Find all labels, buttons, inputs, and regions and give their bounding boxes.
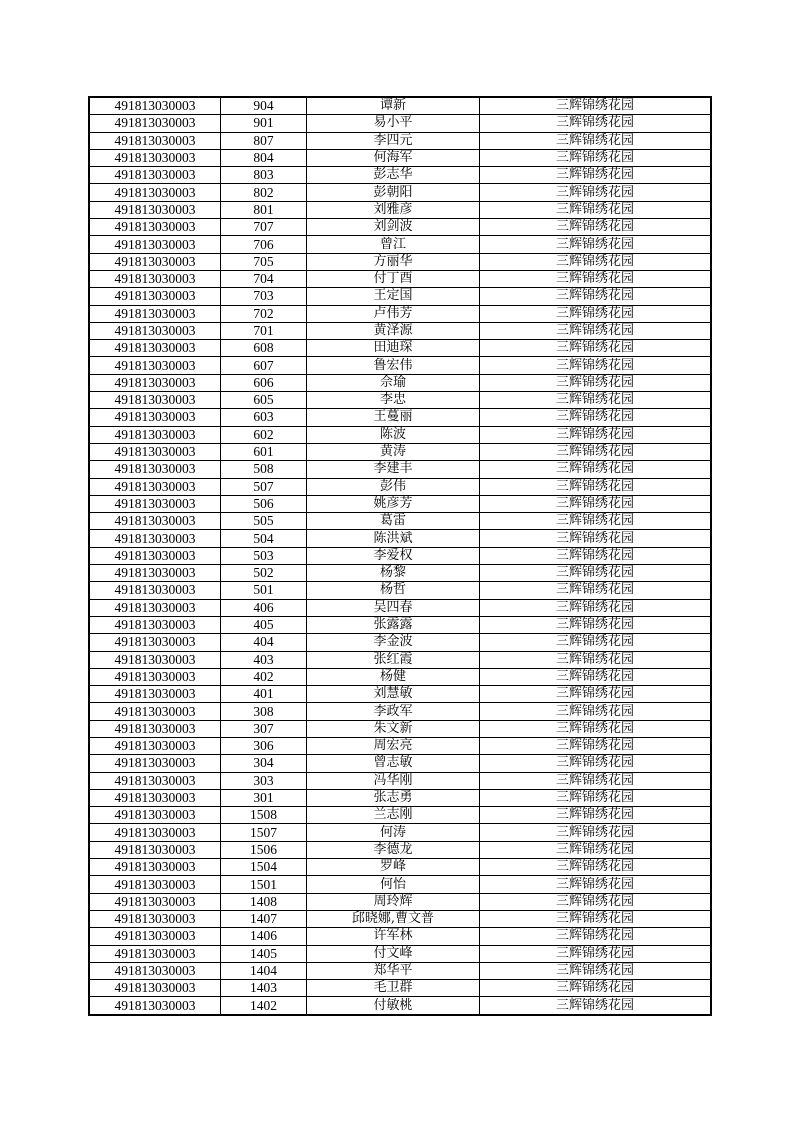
- room-cell: 803: [221, 167, 307, 184]
- code-cell: 491813030003: [89, 945, 221, 962]
- table-row: [89, 305, 711, 322]
- room-cell: 303: [221, 772, 307, 789]
- table-row: [89, 910, 711, 927]
- community-cell: 三辉锦绣花园: [480, 115, 712, 132]
- table-row: [89, 409, 711, 426]
- room-cell: 603: [221, 409, 307, 426]
- resident-table: [88, 96, 712, 1016]
- community-cell: 三辉锦绣花园: [480, 97, 712, 115]
- community-cell: 三辉锦绣花园: [480, 270, 712, 287]
- table-row: [89, 807, 711, 824]
- community-cell: 三辉锦绣花园: [480, 997, 712, 1015]
- name-cell: 陈洪斌: [307, 530, 480, 547]
- code-cell: 491813030003: [89, 270, 221, 287]
- name-cell: 谭新: [307, 97, 480, 115]
- room-cell: 403: [221, 651, 307, 668]
- room-cell: 404: [221, 634, 307, 651]
- code-cell: 491813030003: [89, 201, 221, 218]
- code-cell: 491813030003: [89, 565, 221, 582]
- code-cell: 491813030003: [89, 184, 221, 201]
- table-row: [89, 426, 711, 443]
- room-cell: 1408: [221, 893, 307, 910]
- community-cell: 三辉锦绣花园: [480, 737, 712, 754]
- code-cell: 491813030003: [89, 928, 221, 945]
- table-row: [89, 322, 711, 339]
- community-cell: 三辉锦绣花园: [480, 288, 712, 305]
- name-cell: 葛雷: [307, 513, 480, 530]
- code-cell: 491813030003: [89, 789, 221, 806]
- table-row: [89, 876, 711, 893]
- name-cell: 曾志敏: [307, 755, 480, 772]
- code-cell: 491813030003: [89, 322, 221, 339]
- name-cell: 何怡: [307, 876, 480, 893]
- room-cell: 308: [221, 703, 307, 720]
- community-cell: 三辉锦绣花园: [480, 928, 712, 945]
- community-cell: 三辉锦绣花园: [480, 513, 712, 530]
- community-cell: 三辉锦绣花园: [480, 374, 712, 391]
- community-cell: 三辉锦绣花园: [480, 582, 712, 599]
- community-cell: 三辉锦绣花园: [480, 305, 712, 322]
- room-cell: 702: [221, 305, 307, 322]
- code-cell: 491813030003: [89, 288, 221, 305]
- name-cell: 朱文新: [307, 720, 480, 737]
- code-cell: 491813030003: [89, 219, 221, 236]
- name-cell: 彭伟: [307, 478, 480, 495]
- table-row: [89, 668, 711, 685]
- code-cell: 491813030003: [89, 374, 221, 391]
- room-cell: 706: [221, 236, 307, 253]
- room-cell: 705: [221, 253, 307, 270]
- code-cell: 491813030003: [89, 876, 221, 893]
- community-cell: 三辉锦绣花园: [480, 443, 712, 460]
- name-cell: 李建丰: [307, 461, 480, 478]
- table-row: [89, 582, 711, 599]
- code-cell: 491813030003: [89, 910, 221, 927]
- community-cell: 三辉锦绣花园: [480, 789, 712, 806]
- community-cell: 三辉锦绣花园: [480, 236, 712, 253]
- name-cell: 周宏亮: [307, 737, 480, 754]
- name-cell: 邱晓娜,曹文普: [307, 910, 480, 927]
- room-cell: 901: [221, 115, 307, 132]
- table-row: [89, 616, 711, 633]
- code-cell: 491813030003: [89, 582, 221, 599]
- community-cell: 三辉锦绣花园: [480, 686, 712, 703]
- name-cell: 鲁宏伟: [307, 357, 480, 374]
- community-cell: 三辉锦绣花园: [480, 167, 712, 184]
- room-cell: 608: [221, 340, 307, 357]
- table-row: [89, 530, 711, 547]
- table-row: [89, 824, 711, 841]
- table-row: [89, 893, 711, 910]
- table-row: [89, 149, 711, 166]
- room-cell: 406: [221, 599, 307, 616]
- room-cell: 707: [221, 219, 307, 236]
- code-cell: 491813030003: [89, 824, 221, 841]
- code-cell: 491813030003: [89, 253, 221, 270]
- community-cell: 三辉锦绣花园: [480, 945, 712, 962]
- room-cell: 506: [221, 495, 307, 512]
- table-row: [89, 253, 711, 270]
- resident-table-body: [89, 97, 711, 1015]
- document-page: [88, 96, 705, 1016]
- room-cell: 402: [221, 668, 307, 685]
- room-cell: 503: [221, 547, 307, 564]
- community-cell: 三辉锦绣花园: [480, 720, 712, 737]
- community-cell: 三辉锦绣花园: [480, 201, 712, 218]
- room-cell: 401: [221, 686, 307, 703]
- code-cell: 491813030003: [89, 115, 221, 132]
- name-cell: 王蔓丽: [307, 409, 480, 426]
- table-row: [89, 789, 711, 806]
- code-cell: 491813030003: [89, 530, 221, 547]
- code-cell: 491813030003: [89, 357, 221, 374]
- code-cell: 491813030003: [89, 426, 221, 443]
- code-cell: 491813030003: [89, 651, 221, 668]
- table-row: [89, 167, 711, 184]
- room-cell: 1404: [221, 962, 307, 979]
- community-cell: 三辉锦绣花园: [480, 703, 712, 720]
- community-cell: 三辉锦绣花园: [480, 824, 712, 841]
- table-row: [89, 962, 711, 979]
- table-row: [89, 737, 711, 754]
- community-cell: 三辉锦绣花园: [480, 322, 712, 339]
- name-cell: 刘雅彦: [307, 201, 480, 218]
- table-row: [89, 703, 711, 720]
- room-cell: 1407: [221, 910, 307, 927]
- name-cell: 兰志刚: [307, 807, 480, 824]
- name-cell: 王定国: [307, 288, 480, 305]
- community-cell: 三辉锦绣花园: [480, 807, 712, 824]
- community-cell: 三辉锦绣花园: [480, 426, 712, 443]
- name-cell: 冯华刚: [307, 772, 480, 789]
- community-cell: 三辉锦绣花园: [480, 392, 712, 409]
- table-row: [89, 184, 711, 201]
- community-cell: 三辉锦绣花园: [480, 340, 712, 357]
- room-cell: 505: [221, 513, 307, 530]
- name-cell: 杨哲: [307, 582, 480, 599]
- community-cell: 三辉锦绣花园: [480, 565, 712, 582]
- room-cell: 1506: [221, 841, 307, 858]
- code-cell: 491813030003: [89, 686, 221, 703]
- code-cell: 491813030003: [89, 772, 221, 789]
- community-cell: 三辉锦绣花园: [480, 634, 712, 651]
- room-cell: 704: [221, 270, 307, 287]
- room-cell: 1405: [221, 945, 307, 962]
- room-cell: 502: [221, 565, 307, 582]
- community-cell: 三辉锦绣花园: [480, 530, 712, 547]
- room-cell: 701: [221, 322, 307, 339]
- name-cell: 李政军: [307, 703, 480, 720]
- table-row: [89, 461, 711, 478]
- room-cell: 703: [221, 288, 307, 305]
- name-cell: 杨黎: [307, 565, 480, 582]
- code-cell: 491813030003: [89, 616, 221, 633]
- room-cell: 1508: [221, 807, 307, 824]
- code-cell: 491813030003: [89, 703, 221, 720]
- name-cell: 黄泽源: [307, 322, 480, 339]
- room-cell: 1406: [221, 928, 307, 945]
- room-cell: 801: [221, 201, 307, 218]
- name-cell: 刘剑波: [307, 219, 480, 236]
- community-cell: 三辉锦绣花园: [480, 910, 712, 927]
- table-row: [89, 565, 711, 582]
- room-cell: 501: [221, 582, 307, 599]
- table-row: [89, 599, 711, 616]
- room-cell: 1402: [221, 997, 307, 1015]
- name-cell: 张露露: [307, 616, 480, 633]
- community-cell: 三辉锦绣花园: [480, 409, 712, 426]
- name-cell: 曾江: [307, 236, 480, 253]
- table-row: [89, 651, 711, 668]
- name-cell: 张红霞: [307, 651, 480, 668]
- room-cell: 405: [221, 616, 307, 633]
- name-cell: 李金波: [307, 634, 480, 651]
- room-cell: 307: [221, 720, 307, 737]
- code-cell: 491813030003: [89, 392, 221, 409]
- room-cell: 301: [221, 789, 307, 806]
- table-row: [89, 928, 711, 945]
- name-cell: 吴四春: [307, 599, 480, 616]
- table-row: [89, 859, 711, 876]
- name-cell: 周玲辉: [307, 893, 480, 910]
- table-row: [89, 495, 711, 512]
- room-cell: 601: [221, 443, 307, 460]
- community-cell: 三辉锦绣花园: [480, 132, 712, 149]
- community-cell: 三辉锦绣花园: [480, 184, 712, 201]
- code-cell: 491813030003: [89, 461, 221, 478]
- table-row: [89, 132, 711, 149]
- name-cell: 毛卫群: [307, 980, 480, 997]
- code-cell: 491813030003: [89, 980, 221, 997]
- table-row: [89, 392, 711, 409]
- community-cell: 三辉锦绣花园: [480, 495, 712, 512]
- code-cell: 491813030003: [89, 443, 221, 460]
- table-row: [89, 219, 711, 236]
- code-cell: 491813030003: [89, 668, 221, 685]
- name-cell: 易小平: [307, 115, 480, 132]
- table-row: [89, 288, 711, 305]
- community-cell: 三辉锦绣花园: [480, 357, 712, 374]
- room-cell: 807: [221, 132, 307, 149]
- code-cell: 491813030003: [89, 737, 221, 754]
- code-cell: 491813030003: [89, 599, 221, 616]
- name-cell: 李四元: [307, 132, 480, 149]
- code-cell: 491813030003: [89, 236, 221, 253]
- community-cell: 三辉锦绣花园: [480, 876, 712, 893]
- name-cell: 李德龙: [307, 841, 480, 858]
- name-cell: 付丁酉: [307, 270, 480, 287]
- name-cell: 杨健: [307, 668, 480, 685]
- room-cell: 508: [221, 461, 307, 478]
- table-row: [89, 997, 711, 1015]
- table-row: [89, 547, 711, 564]
- code-cell: 491813030003: [89, 859, 221, 876]
- name-cell: 方丽华: [307, 253, 480, 270]
- code-cell: 491813030003: [89, 962, 221, 979]
- name-cell: 罗峰: [307, 859, 480, 876]
- table-row: [89, 97, 711, 115]
- code-cell: 491813030003: [89, 547, 221, 564]
- code-cell: 491813030003: [89, 305, 221, 322]
- room-cell: 802: [221, 184, 307, 201]
- name-cell: 刘慧敏: [307, 686, 480, 703]
- room-cell: 1507: [221, 824, 307, 841]
- community-cell: 三辉锦绣花园: [480, 893, 712, 910]
- table-row: [89, 980, 711, 997]
- community-cell: 三辉锦绣花园: [480, 772, 712, 789]
- community-cell: 三辉锦绣花园: [480, 841, 712, 858]
- table-row: [89, 772, 711, 789]
- name-cell: 何海军: [307, 149, 480, 166]
- table-row: [89, 513, 711, 530]
- code-cell: 491813030003: [89, 807, 221, 824]
- community-cell: 三辉锦绣花园: [480, 478, 712, 495]
- name-cell: 付文峰: [307, 945, 480, 962]
- code-cell: 491813030003: [89, 409, 221, 426]
- community-cell: 三辉锦绣花园: [480, 859, 712, 876]
- room-cell: 607: [221, 357, 307, 374]
- code-cell: 491813030003: [89, 634, 221, 651]
- table-row: [89, 478, 711, 495]
- code-cell: 491813030003: [89, 893, 221, 910]
- name-cell: 黄涛: [307, 443, 480, 460]
- code-cell: 491813030003: [89, 478, 221, 495]
- community-cell: 三辉锦绣花园: [480, 219, 712, 236]
- name-cell: 姚彦芳: [307, 495, 480, 512]
- code-cell: 491813030003: [89, 755, 221, 772]
- name-cell: 张志勇: [307, 789, 480, 806]
- room-cell: 504: [221, 530, 307, 547]
- community-cell: 三辉锦绣花园: [480, 980, 712, 997]
- room-cell: 602: [221, 426, 307, 443]
- code-cell: 491813030003: [89, 841, 221, 858]
- table-row: [89, 357, 711, 374]
- code-cell: 491813030003: [89, 997, 221, 1015]
- community-cell: 三辉锦绣花园: [480, 651, 712, 668]
- table-row: [89, 236, 711, 253]
- name-cell: 田迪琛: [307, 340, 480, 357]
- community-cell: 三辉锦绣花园: [480, 461, 712, 478]
- name-cell: 何涛: [307, 824, 480, 841]
- name-cell: 佘瑜: [307, 374, 480, 391]
- room-cell: 804: [221, 149, 307, 166]
- table-row: [89, 443, 711, 460]
- room-cell: 1403: [221, 980, 307, 997]
- room-cell: 605: [221, 392, 307, 409]
- community-cell: 三辉锦绣花园: [480, 616, 712, 633]
- code-cell: 491813030003: [89, 513, 221, 530]
- room-cell: 304: [221, 755, 307, 772]
- table-row: [89, 945, 711, 962]
- table-row: [89, 755, 711, 772]
- code-cell: 491813030003: [89, 97, 221, 115]
- community-cell: 三辉锦绣花园: [480, 547, 712, 564]
- table-row: [89, 686, 711, 703]
- room-cell: 904: [221, 97, 307, 115]
- room-cell: 507: [221, 478, 307, 495]
- community-cell: 三辉锦绣花园: [480, 599, 712, 616]
- table-row: [89, 841, 711, 858]
- name-cell: 陈波: [307, 426, 480, 443]
- table-row: [89, 201, 711, 218]
- code-cell: 491813030003: [89, 340, 221, 357]
- community-cell: 三辉锦绣花园: [480, 962, 712, 979]
- name-cell: 郑华平: [307, 962, 480, 979]
- room-cell: 1504: [221, 859, 307, 876]
- community-cell: 三辉锦绣花园: [480, 755, 712, 772]
- table-row: [89, 270, 711, 287]
- name-cell: 李忠: [307, 392, 480, 409]
- name-cell: 付敏桃: [307, 997, 480, 1015]
- table-row: [89, 340, 711, 357]
- community-cell: 三辉锦绣花园: [480, 253, 712, 270]
- name-cell: 卢伟芳: [307, 305, 480, 322]
- code-cell: 491813030003: [89, 167, 221, 184]
- room-cell: 1501: [221, 876, 307, 893]
- code-cell: 491813030003: [89, 132, 221, 149]
- code-cell: 491813030003: [89, 720, 221, 737]
- community-cell: 三辉锦绣花园: [480, 149, 712, 166]
- code-cell: 491813030003: [89, 149, 221, 166]
- table-row: [89, 374, 711, 391]
- code-cell: 491813030003: [89, 495, 221, 512]
- name-cell: 彭朝阳: [307, 184, 480, 201]
- table-row: [89, 634, 711, 651]
- name-cell: 李爱权: [307, 547, 480, 564]
- name-cell: 许军林: [307, 928, 480, 945]
- community-cell: 三辉锦绣花园: [480, 668, 712, 685]
- room-cell: 606: [221, 374, 307, 391]
- table-row: [89, 115, 711, 132]
- room-cell: 306: [221, 737, 307, 754]
- table-row: [89, 720, 711, 737]
- name-cell: 彭志华: [307, 167, 480, 184]
